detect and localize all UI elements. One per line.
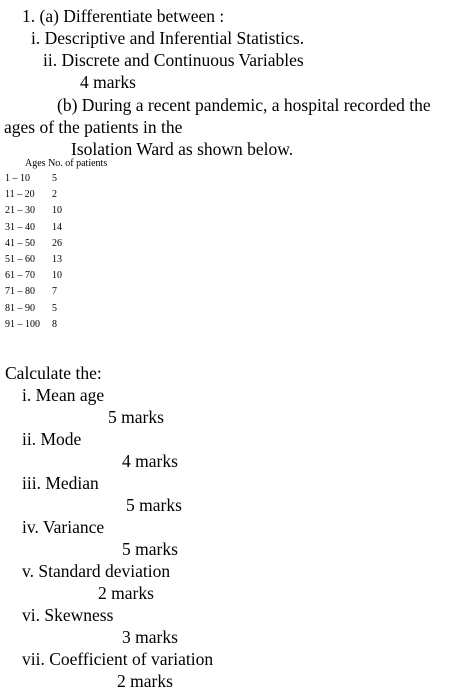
calc-item-marks: 2 marks — [117, 671, 173, 691]
age-range: 1 – 10 — [5, 173, 30, 184]
patient-count: 7 — [52, 286, 57, 298]
patient-count: 10 — [52, 205, 62, 217]
calc-item-label: ii. Mode — [22, 429, 82, 449]
age-range: 41 – 50 — [5, 237, 35, 249]
calc-item-label: v. Standard deviation — [22, 561, 171, 581]
calc-item-marks: 5 marks — [126, 495, 182, 515]
calc-item-label: vi. Skewness — [22, 605, 114, 625]
calc-item-label: i. Mean age — [22, 385, 105, 405]
patient-count: 2 — [52, 189, 57, 201]
question-intro: 1. (a) Differentiate between : — [22, 6, 225, 26]
part-a-item-2: ii. Discrete and Continuous Variables — [43, 50, 304, 70]
patient-count: 10 — [52, 270, 62, 282]
calc-item-marks: 2 marks — [98, 583, 154, 603]
header-ages: Ages — [25, 158, 46, 169]
calc-item-label: iii. Median — [22, 473, 99, 493]
age-range: 91 – 100 — [5, 318, 40, 330]
part-b-line-1: (b) During a recent pandemic, a hospital recorded the — [57, 95, 431, 115]
age-range: 61 – 70 — [5, 270, 35, 282]
age-range: 31 – 40 — [5, 221, 35, 233]
age-range: 71 – 80 — [5, 286, 35, 298]
part-a-item-1: i. Descriptive and Inferential Statistics. — [31, 28, 305, 48]
patient-count: 13 — [52, 253, 62, 265]
patient-count: 14 — [52, 221, 62, 233]
patient-count: 26 — [52, 237, 62, 249]
part-a-marks: 4 marks — [80, 72, 136, 92]
age-range: 11 – 20 — [5, 189, 35, 201]
calc-item-label: iv. Variance — [22, 517, 105, 537]
calculate-heading: Calculate the: — [5, 363, 102, 383]
calc-item-marks: 4 marks — [122, 451, 178, 471]
age-range: 21 – 30 — [5, 205, 35, 217]
calc-item-label: vii. Coefficient of variation — [22, 649, 214, 669]
header-patients: No. of patients — [48, 158, 108, 169]
part-b-line-3: Isolation Ward as shown below. — [71, 139, 294, 159]
patient-count: 5 — [52, 302, 57, 314]
patient-count: 8 — [52, 318, 57, 330]
age-range: 81 – 90 — [5, 302, 35, 314]
calc-item-marks: 3 marks — [122, 627, 178, 647]
age-range: 51 – 60 — [5, 253, 35, 265]
calc-item-marks: 5 marks — [108, 407, 164, 427]
calc-item-marks: 5 marks — [122, 539, 178, 559]
table-header — [25, 157, 107, 171]
part-b-line-2: ages of the patients in the — [4, 117, 183, 137]
patient-count: 5 — [52, 173, 57, 184]
